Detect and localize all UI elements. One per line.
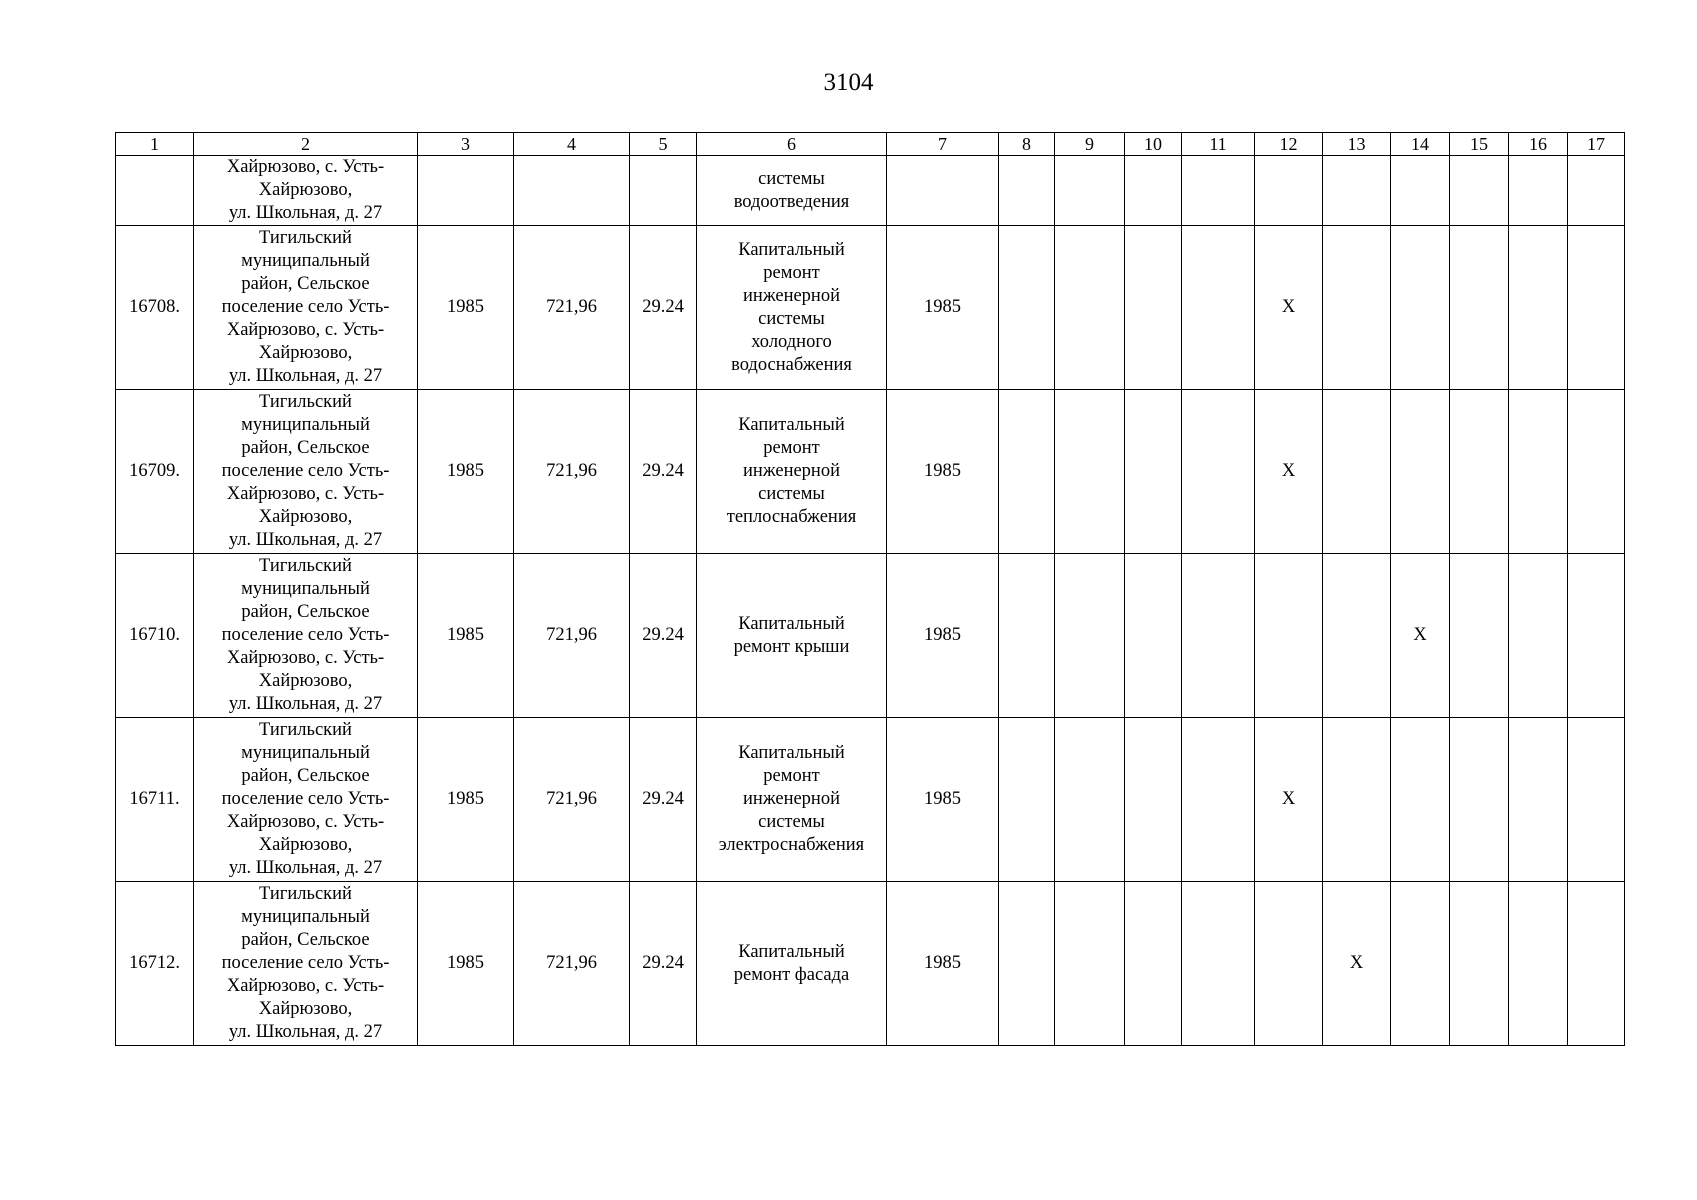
cell-mark bbox=[999, 156, 1055, 226]
cell-year: 1985 bbox=[418, 554, 514, 718]
cell-year: 1985 bbox=[418, 226, 514, 390]
address-text: Тигильский муниципальный район, Сельское поселение село Усть- Хайрюзово, с. Усть- Хайрюзово, ул. Школьная, д. 27 bbox=[221, 228, 390, 386]
cell-mark bbox=[1182, 226, 1255, 390]
cell-address bbox=[194, 554, 418, 718]
cell-number bbox=[116, 156, 194, 226]
cell-mark bbox=[1509, 390, 1568, 554]
cell-year2: 1985 bbox=[887, 554, 999, 718]
cell-mark bbox=[1323, 156, 1391, 226]
column-header: 9 bbox=[1055, 133, 1125, 156]
cell-number: 16709. bbox=[116, 390, 194, 554]
cell-mark bbox=[1450, 156, 1509, 226]
cell-mark: X bbox=[1255, 226, 1323, 390]
cell-mark bbox=[1323, 390, 1391, 554]
cell-mark bbox=[1450, 226, 1509, 390]
cell-mark bbox=[1568, 390, 1625, 554]
cell-year2: 1985 bbox=[887, 390, 999, 554]
cell-mark bbox=[1182, 156, 1255, 226]
cell-mark bbox=[1182, 554, 1255, 718]
cell-mark bbox=[1568, 156, 1625, 226]
cell-mark bbox=[1255, 554, 1323, 718]
cell-work bbox=[697, 156, 887, 226]
column-header: 15 bbox=[1450, 133, 1509, 156]
cell-mark bbox=[1055, 390, 1125, 554]
cell-year2: 1985 bbox=[887, 882, 999, 1046]
cell-number: 16710. bbox=[116, 554, 194, 718]
work-text: Капитальный ремонт инженерной системы теплоснабжения bbox=[726, 415, 857, 527]
column-header: 3 bbox=[418, 133, 514, 156]
cell-mark bbox=[1055, 882, 1125, 1046]
table-row bbox=[116, 554, 1625, 718]
cell-address bbox=[194, 226, 418, 390]
cell-work bbox=[697, 554, 887, 718]
column-header: 13 bbox=[1323, 133, 1391, 156]
column-header: 10 bbox=[1125, 133, 1182, 156]
cell-mark bbox=[1509, 882, 1568, 1046]
cell-work bbox=[697, 718, 887, 882]
cell-mark bbox=[1568, 554, 1625, 718]
cell-mark bbox=[1125, 718, 1182, 882]
cell-mark bbox=[1125, 226, 1182, 390]
cell-work bbox=[697, 226, 887, 390]
page-number: 3104 bbox=[823, 69, 874, 96]
address-text: Тигильский муниципальный район, Сельское поселение село Усть- Хайрюзово, с. Усть- Хайрюзово, ул. Школьная, д. 27 bbox=[221, 392, 390, 550]
cell-mark bbox=[1125, 554, 1182, 718]
cell-area: 721,96 bbox=[514, 554, 630, 718]
cell-mark bbox=[1568, 882, 1625, 1046]
cell-mark bbox=[1391, 226, 1450, 390]
cell-mark bbox=[1391, 156, 1450, 226]
cell-year2: 1985 bbox=[887, 226, 999, 390]
table-row bbox=[116, 882, 1625, 1046]
address-text: Тигильский муниципальный район, Сельское поселение село Усть- Хайрюзово, с. Усть- Хайрюзово, ул. Школьная, д. 27 bbox=[221, 556, 390, 714]
column-header: 8 bbox=[999, 133, 1055, 156]
cell-mark bbox=[1255, 156, 1323, 226]
cell-address bbox=[194, 882, 418, 1046]
cell-year bbox=[418, 156, 514, 226]
column-header: 17 bbox=[1568, 133, 1625, 156]
cell-area: 721,96 bbox=[514, 882, 630, 1046]
column-header: 16 bbox=[1509, 133, 1568, 156]
cell-address bbox=[194, 390, 418, 554]
cell-mark bbox=[1255, 882, 1323, 1046]
cell-mark bbox=[1125, 882, 1182, 1046]
cell-code: 29.24 bbox=[630, 390, 697, 554]
cell-work bbox=[697, 390, 887, 554]
cell-mark bbox=[1568, 718, 1625, 882]
cell-mark bbox=[1568, 226, 1625, 390]
cell-address bbox=[194, 718, 418, 882]
column-header: 2 bbox=[194, 133, 418, 156]
cell-code bbox=[630, 156, 697, 226]
cell-mark bbox=[1450, 718, 1509, 882]
cell-mark bbox=[1450, 390, 1509, 554]
work-text: Капитальный ремонт фасада bbox=[733, 941, 850, 985]
cell-year: 1985 bbox=[418, 718, 514, 882]
cell-code: 29.24 bbox=[630, 226, 697, 390]
cell-year: 1985 bbox=[418, 390, 514, 554]
cell-mark: X bbox=[1255, 390, 1323, 554]
cell-mark bbox=[999, 554, 1055, 718]
cell-work bbox=[697, 882, 887, 1046]
cell-number: 16712. bbox=[116, 882, 194, 1046]
work-text: Капитальный ремонт крыши bbox=[733, 613, 850, 657]
column-header: 14 bbox=[1391, 133, 1450, 156]
column-header: 12 bbox=[1255, 133, 1323, 156]
column-header: 5 bbox=[630, 133, 697, 156]
cell-number: 16711. bbox=[116, 718, 194, 882]
cell-mark bbox=[1055, 226, 1125, 390]
cell-mark bbox=[1450, 554, 1509, 718]
cell-mark bbox=[1323, 554, 1391, 718]
cell-mark bbox=[1509, 554, 1568, 718]
cell-address bbox=[194, 156, 418, 226]
register-table bbox=[115, 132, 1625, 1046]
cell-code: 29.24 bbox=[630, 554, 697, 718]
cell-mark bbox=[1323, 226, 1391, 390]
column-header: 11 bbox=[1182, 133, 1255, 156]
cell-mark bbox=[1391, 390, 1450, 554]
cell-area bbox=[514, 156, 630, 226]
cell-year2: 1985 bbox=[887, 718, 999, 882]
cell-mark bbox=[999, 390, 1055, 554]
column-header: 7 bbox=[887, 133, 999, 156]
cell-mark bbox=[1323, 718, 1391, 882]
address-text: Тигильский муниципальный район, Сельское поселение село Усть- Хайрюзово, с. Усть- Хайрюзово, ул. Школьная, д. 27 bbox=[221, 720, 390, 878]
cell-mark bbox=[1509, 226, 1568, 390]
cell-mark bbox=[999, 718, 1055, 882]
cell-mark bbox=[1055, 156, 1125, 226]
cell-mark: X bbox=[1255, 718, 1323, 882]
column-header: 6 bbox=[697, 133, 887, 156]
cell-mark: X bbox=[1391, 554, 1450, 718]
cell-area: 721,96 bbox=[514, 390, 630, 554]
cell-year2 bbox=[887, 156, 999, 226]
cell-mark bbox=[1391, 718, 1450, 882]
cell-area: 721,96 bbox=[514, 718, 630, 882]
header-row bbox=[116, 133, 1625, 156]
continuation-row bbox=[116, 156, 1625, 226]
cell-code: 29.24 bbox=[630, 882, 697, 1046]
cell-mark bbox=[1391, 882, 1450, 1046]
cell-mark bbox=[1125, 390, 1182, 554]
cell-mark bbox=[999, 226, 1055, 390]
cell-mark bbox=[1509, 718, 1568, 882]
column-header: 4 bbox=[514, 133, 630, 156]
cell-mark bbox=[1182, 390, 1255, 554]
address-text: Тигильский муниципальный район, Сельское поселение село Усть- Хайрюзово, с. Усть- Хайрюзово, ул. Школьная, д. 27 bbox=[221, 884, 390, 1042]
table-row bbox=[116, 226, 1625, 390]
cell-mark bbox=[1509, 156, 1568, 226]
cell-mark bbox=[1055, 554, 1125, 718]
table-row bbox=[116, 390, 1625, 554]
column-header: 1 bbox=[116, 133, 194, 156]
cell-code: 29.24 bbox=[630, 718, 697, 882]
cell-year: 1985 bbox=[418, 882, 514, 1046]
table-row bbox=[116, 718, 1625, 882]
cell-mark bbox=[1450, 882, 1509, 1046]
cell-mark bbox=[999, 882, 1055, 1046]
cell-number: 16708. bbox=[116, 226, 194, 390]
address-text: Хайрюзово, с. Усть- Хайрюзово, ул. Школьная, д. 27 bbox=[226, 157, 385, 223]
cell-mark bbox=[1125, 156, 1182, 226]
work-text: Капитальный ремонт инженерной системы электроснабжения bbox=[718, 743, 865, 855]
cell-area: 721,96 bbox=[514, 226, 630, 390]
cell-mark bbox=[1055, 718, 1125, 882]
cell-mark bbox=[1182, 882, 1255, 1046]
work-text: Капитальный ремонт инженерной системы холодного водоснабжения bbox=[731, 239, 852, 375]
work-text: системы водоотведения bbox=[733, 168, 850, 212]
cell-mark bbox=[1182, 718, 1255, 882]
cell-mark: X bbox=[1323, 882, 1391, 1046]
